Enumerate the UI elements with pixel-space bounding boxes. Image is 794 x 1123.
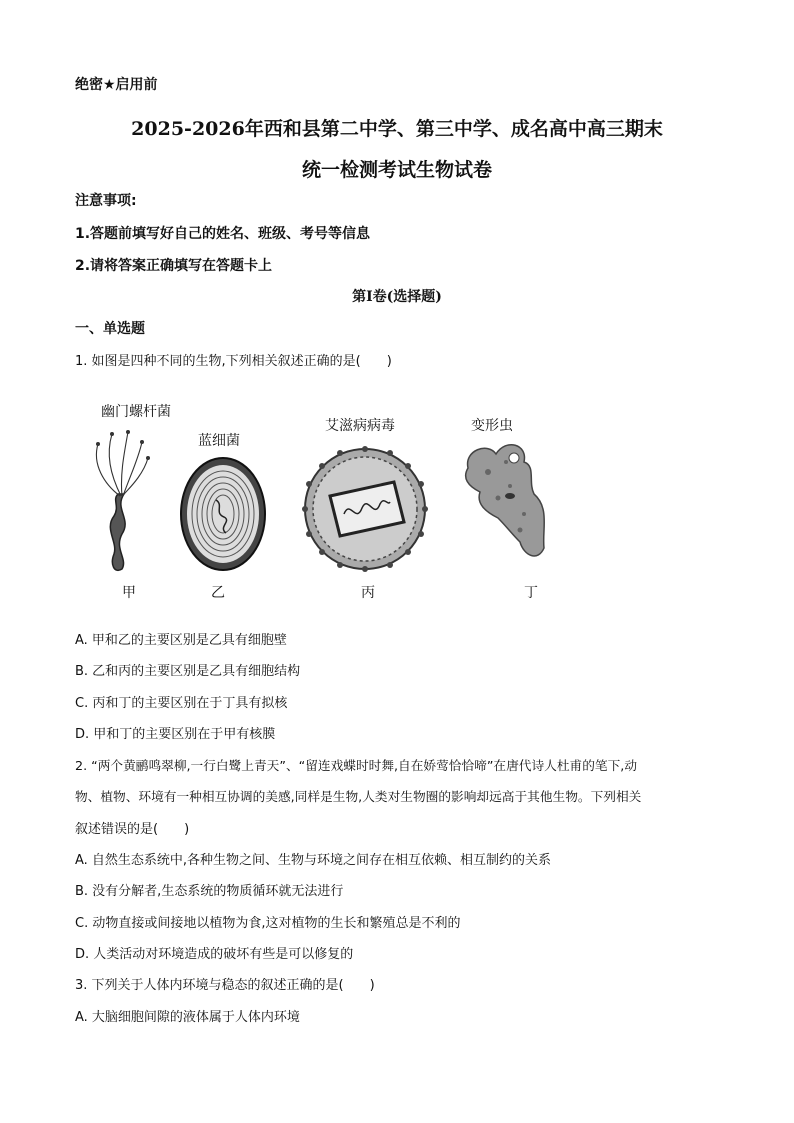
q2-stem-line2: 物、植物、环境有一种相互协调的美感,同样是生物,人类对生物圈的影响却远高于其他生物。下列相关 xyxy=(75,789,642,804)
q1-option-d: D. 甲和丁的主要区别在于甲有核膜 xyxy=(75,727,276,742)
confidential-label: 绝密★启用前 xyxy=(75,77,158,93)
figure-name-helicobacter: 幽门螺杆菌 xyxy=(101,404,171,420)
note-item-2: 2.请将答案正确填写在答题卡上 xyxy=(75,258,273,274)
q1-option-b: B. 乙和丙的主要区别是乙具有细胞结构 xyxy=(75,664,301,679)
q2-option-a: A. 自然生态系统中,各种生物之间、生物与环境之间存在相互依赖、相互制约的关系 xyxy=(75,853,552,868)
hiv-illustration xyxy=(300,444,430,574)
q2-option-d: D. 人类活动对环境造成的破坏有些是可以修复的 xyxy=(75,947,354,962)
q2-stem-line1: 2. “两个黄鹂鸣翠柳,一行白鹭上青天”、“留连戏蝶时时舞,自在娇莺恰恰啼”在唐代诗人杜甫的笔下,动 xyxy=(75,758,638,773)
volume-heading: 第I卷(选择题) xyxy=(352,289,442,305)
figure-letter-bing: 丙 xyxy=(361,585,375,601)
q3-option-a: A. 大脑细胞间隙的液体属于人体内环境 xyxy=(75,1010,300,1025)
q2-option-c: C. 动物直接或间接地以植物为食,这对植物的生长和繁殖总是不利的 xyxy=(75,916,461,931)
q2-option-b: B. 没有分解者,生态系统的物质循环就无法进行 xyxy=(75,884,344,899)
q1-option-a: A. 甲和乙的主要区别是乙具有细胞壁 xyxy=(75,633,287,648)
figure-letter-ding: 丁 xyxy=(524,585,538,601)
q1-stem: 1. 如图是四种不同的生物,下列相关叙述正确的是( ) xyxy=(75,354,392,369)
figure-name-hiv: 艾滋病病毒 xyxy=(325,418,395,434)
helicobacter-illustration xyxy=(84,424,154,574)
figure-name-amoeba: 变形虫 xyxy=(471,418,513,434)
q3-stem: 3. 下列关于人体内环境与稳态的叙述正确的是( ) xyxy=(75,978,375,993)
exam-title-line2: 统一检测考试生物试卷 xyxy=(301,159,492,181)
note-item-1: 1.答题前填写好自己的姓名、班级、考号等信息 xyxy=(75,226,371,242)
figure-name-cyanobacteria: 蓝细菌 xyxy=(198,433,240,449)
exam-title-line1: 2025-2026年西和县第二中学、第三中学、成名高中高三期末 xyxy=(131,118,663,140)
figure-letter-yi: 乙 xyxy=(211,585,225,601)
q1-option-c: C. 丙和丁的主要区别在于丁具有拟核 xyxy=(75,696,288,711)
amoeba-illustration xyxy=(458,438,554,564)
figure-letter-jia: 甲 xyxy=(122,585,136,601)
cyanobacteria-illustration xyxy=(178,455,268,573)
notes-heading: 注意事项: xyxy=(75,193,137,209)
q2-stem-line3: 叙述错误的是( ) xyxy=(75,822,190,837)
section-heading: 一、单选题 xyxy=(75,321,145,337)
